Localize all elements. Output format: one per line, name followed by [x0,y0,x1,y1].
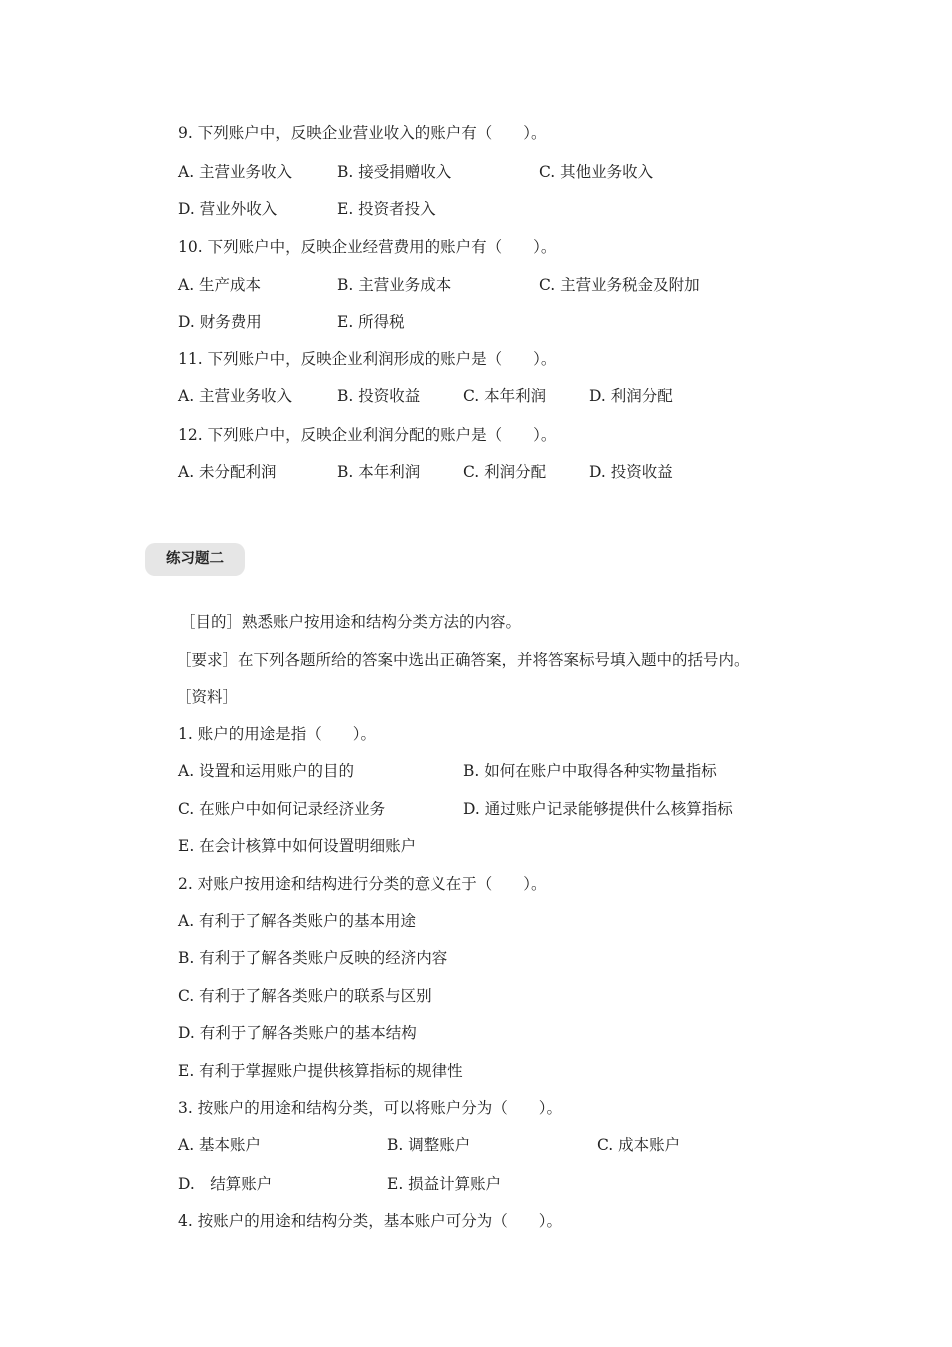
question-2-option-a: A. 有利于了解各类账户的基本用途 [178,912,417,930]
question-9-option-c: C. 其他业务收入 [539,163,654,181]
question-11-option-c: C. 本年利润 [463,387,547,405]
question-11-option-d: D. 利润分配 [589,387,673,405]
question-2-option-d: D. 有利于了解各类账户的基本结构 [178,1024,417,1042]
question-10-option-e: E. 所得税 [337,313,405,331]
question-4-stem: 4. 按账户的用途和结构分类，基本账户可分为（ ）。 [178,1212,562,1230]
question-10-option-c: C. 主营业务税金及附加 [539,276,700,294]
question-10-option-a: A. 生产成本 [178,276,262,294]
question-12-option-d: D. 投资收益 [589,463,673,481]
question-3-option-e: E. 损益计算账户 [387,1175,502,1193]
question-9-option-b: B. 接受捐赠收入 [337,163,452,181]
question-1-option-e: E. 在会计核算中如何设置明细账户 [178,837,417,855]
question-1-option-d: D. 通过账户记录能够提供什么核算指标 [463,800,733,818]
question-1-option-b: B. 如何在账户中取得各种实物量指标 [463,762,717,780]
question-3-option-b: B. 调整账户 [387,1136,471,1154]
question-12-stem: 12. 下列账户中，反映企业利润分配的账户是（ ）。 [178,426,557,444]
requirement-line: ［要求］在下列各题所给的答案中选出正确答案，并将答案标号填入题中的括号内。 [176,651,750,669]
question-11-option-a: A. 主营业务收入 [178,387,293,405]
question-1-option-a: A. 设置和运用账户的目的 [178,762,355,780]
purpose-line: ［目的］熟悉账户按用途和结构分类方法的内容。 [180,613,522,631]
question-11-stem: 11. 下列账户中，反映企业利润形成的账户是（ ）。 [178,350,557,368]
question-9-stem: 9. 下列账户中，反映企业营业收入的账户有（ ）。 [178,124,547,142]
question-12-option-b: B. 本年利润 [337,463,421,481]
question-9-option-a: A. 主营业务收入 [178,163,293,181]
question-3-option-a: A. 基本账户 [178,1136,262,1154]
question-3-option-d: D. 结算账户 [178,1175,273,1193]
material-line: ［资料］ [176,688,239,706]
question-9-option-e: E. 投资者投入 [337,200,436,218]
question-11-option-b: B. 投资收益 [337,387,421,405]
question-2-option-b: B. 有利于了解各类账户反映的经济内容 [178,949,448,967]
question-1-stem: 1. 账户的用途是指（ ）。 [178,725,376,743]
question-2-option-c: C. 有利于了解各类账户的联系与区别 [178,987,432,1005]
question-12-option-a: A. 未分配利润 [178,463,277,481]
question-3-stem: 3. 按账户的用途和结构分类，可以将账户分为（ ）。 [178,1099,562,1117]
question-10-option-d: D. 财务费用 [178,313,262,331]
question-2-stem: 2. 对账户按用途和结构进行分类的意义在于（ ）。 [178,875,547,893]
question-1-option-c: C. 在账户中如何记录经济业务 [178,800,386,818]
question-3-option-c: C. 成本账户 [597,1136,681,1154]
question-10-stem: 10. 下列账户中，反映企业经营费用的账户有（ ）。 [178,238,557,256]
question-12-option-c: C. 利润分配 [463,463,547,481]
question-2-option-e: E. 有利于掌握账户提供核算指标的规律性 [178,1062,463,1080]
section-title-badge: 练习题二 [145,543,245,576]
question-9-option-d: D. 营业外收入 [178,200,278,218]
question-10-option-b: B. 主营业务成本 [337,276,452,294]
